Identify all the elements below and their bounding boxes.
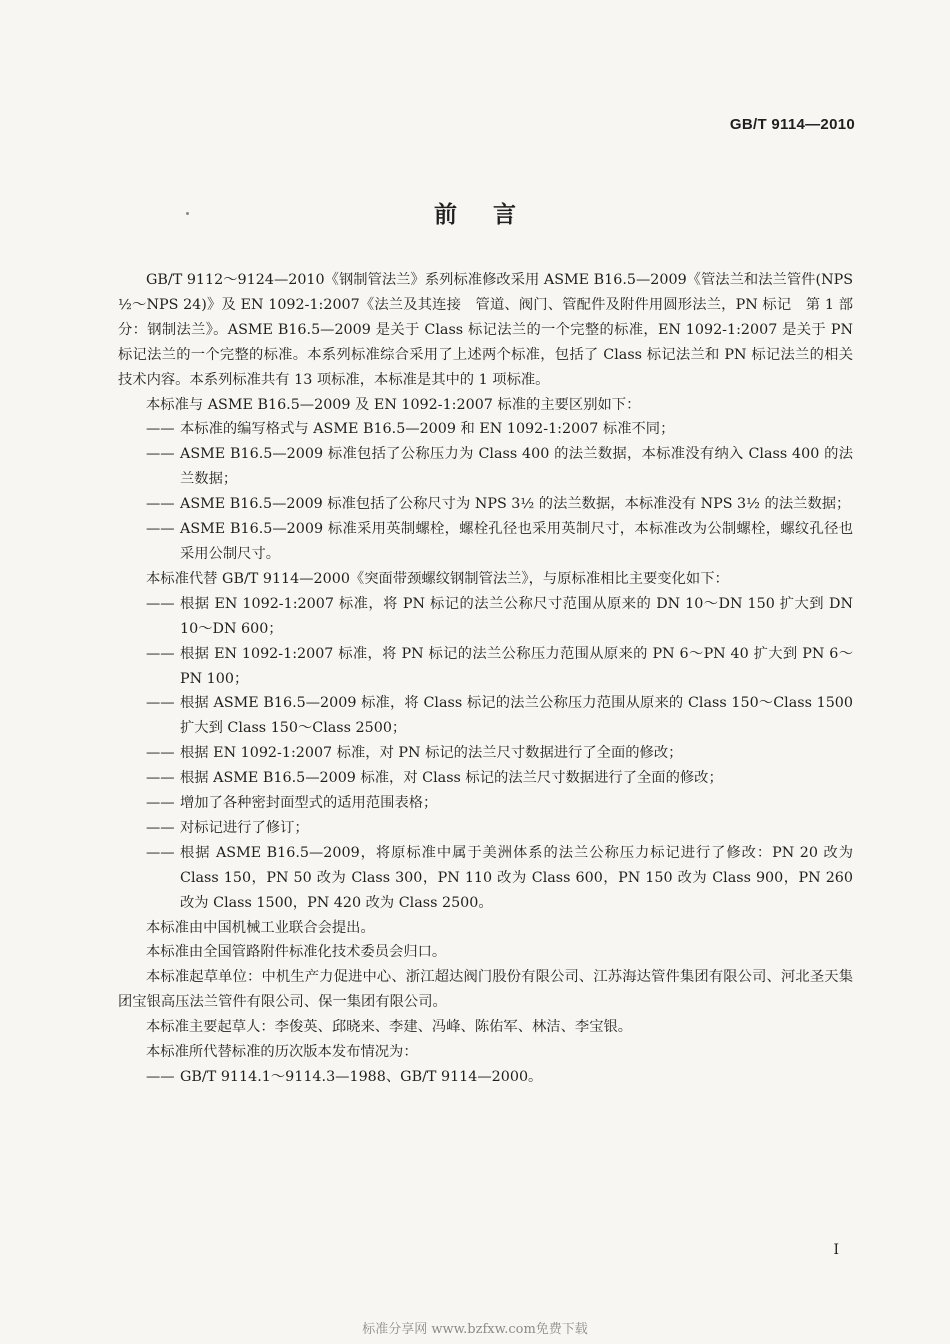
paragraph	[118, 1015, 853, 1040]
paragraph-text: 本标准起草单位：中机生产力促进中心、浙江超达阀门股份有限公司、江苏海达管件集团有限公司、河北圣天集团宝银高压法兰管件有限公司、保一集团有限公司。	[118, 969, 853, 1011]
paragraph-text: GB/T 9112～9124—2010《钢制管法兰》系列标准修改采用 ASME B16.5—2009《管法兰和法兰管件(NPS ½～NPS 24)》及 EN 1092-1:2007《法兰及其连接 管道、阀门、管配件及附件用圆形法兰，PN 标记 第 1 部分：钢制法兰》。ASME B16.5—2009 是关于 Class 标记法兰的一个完整的标准，EN 1092-1:2007 是关于 PN 标记法兰的一个完整的标准。本系列标准综合采用了上述两个标准，包括了 Class 标记法兰和 PN 标记法兰的相关技术内容。本系列标准共有 13 项标准，本标准是其中的 1 项标准。	[118, 272, 853, 388]
dash-marker: ——	[146, 421, 175, 438]
list-item	[118, 816, 853, 841]
paragraph	[118, 916, 853, 941]
paragraph-text: 增加了各种密封面型式的适用范围表格；	[180, 795, 438, 812]
dash-marker: ——	[146, 795, 175, 812]
paragraph-text: 本标准由中国机械工业联合会提出。	[146, 919, 375, 936]
paragraph-text: 本标准由全国管路附件标准化技术委员会归口。	[146, 944, 447, 961]
dash-marker: ——	[146, 770, 175, 787]
dash-marker: ——	[146, 695, 175, 712]
document-body	[118, 268, 853, 1090]
dash-marker: ——	[146, 1069, 175, 1085]
paragraph-text: 根据 EN 1092-1:2007 标准，将 PN 标记的法兰公称尺寸范围从原来的 DN 10～DN 150 扩大到 DN 10～DN 600；	[180, 595, 853, 637]
list-item	[118, 442, 853, 492]
standard-code: GB/T 9114—2010	[729, 116, 855, 133]
paragraph-text: ASME B16.5—2009 标准包括了公称尺寸为 NPS 3½ 的法兰数据，本标准没有 NPS 3½ 的法兰数据；	[180, 496, 851, 513]
paragraph-text: 根据 ASME B16.5—2009，将原标准中属于美洲体系的法兰公称压力标记进行了修改：PN 20 改为 Class 150，PN 50 改为 Class 300，PN 110 改为 Class 600，PN 150 改为 Class 900，PN 260 改为 Class 1500，PN 420 改为 Class 2500。	[180, 844, 853, 911]
paragraph-text: 对标记进行了修订；	[180, 819, 309, 836]
paragraph-text: 根据 ASME B16.5—2009 标准，对 Class 标记的法兰尺寸数据进行了全面的修改；	[180, 770, 723, 787]
paragraph-text: 根据 EN 1092-1:2007 标准，对 PN 标记的法兰尺寸数据进行了全面的修改；	[180, 745, 683, 762]
dash-marker: ——	[146, 745, 175, 762]
dash-marker: ——	[146, 496, 175, 513]
paragraph-text: 根据 EN 1092-1:2007 标准，将 PN 标记的法兰公称压力范围从原来的 PN 6～PN 40 扩大到 PN 6～PN 100；	[180, 645, 853, 687]
paragraph	[118, 567, 853, 592]
paragraph	[118, 393, 853, 418]
paragraph-text: 本标准与 ASME B16.5—2009 及 EN 1092-1:2007 标准的主要区别如下：	[146, 396, 641, 413]
list-item	[118, 741, 853, 766]
list-item	[118, 517, 853, 567]
paragraph-text: 本标准所代替标准的历次版本发布情况为：	[146, 1044, 418, 1061]
paragraph-text: 本标准主要起草人：李俊英、邱晓来、李建、冯峰、陈佑军、林洁、李宝银。	[146, 1019, 633, 1036]
paragraph-text: GB/T 9114.1～9114.3—1988、GB/T 9114—2000。	[180, 1069, 543, 1085]
page-title: 前言	[434, 202, 552, 228]
paragraph-text: ASME B16.5—2009 标准采用英制螺栓，螺栓孔径也采用英制尺寸，本标准改为公制螺栓，螺纹孔径也采用公制尺寸。	[180, 521, 853, 562]
list-item	[118, 1065, 853, 1090]
list-item	[118, 791, 853, 816]
list-item	[118, 642, 853, 692]
list-item	[118, 691, 853, 741]
page-number: I	[833, 1242, 839, 1258]
paragraph	[118, 1040, 853, 1065]
paragraph	[118, 940, 853, 965]
dash-marker: ——	[146, 819, 175, 836]
list-item	[118, 492, 853, 517]
paragraph-text: 本标准代替 GB/T 9114—2000《突面带颈螺纹钢制管法兰》，与原标准相比主要变化如下：	[146, 570, 729, 587]
paragraph-text: 本标准的编写格式与 ASME B16.5—2009 和 EN 1092-1:2007 标准不同；	[180, 421, 675, 438]
paragraph	[118, 268, 853, 393]
list-item	[118, 841, 853, 916]
dash-marker: ——	[146, 446, 175, 463]
paragraph-text: 根据 ASME B16.5—2009 标准，将 Class 标记的法兰公称压力范围从原来的 Class 150～Class 1500 扩大到 Class 150～Class 2500；	[180, 695, 853, 737]
watermark-footer: 标准分享网 www.bzfxw.com免费下载	[362, 1322, 588, 1337]
dash-marker: ——	[146, 595, 175, 612]
dash-marker: ——	[146, 844, 175, 861]
list-item	[118, 766, 853, 791]
list-item	[118, 417, 853, 442]
paragraph	[118, 965, 853, 1015]
list-item	[118, 592, 853, 642]
dash-marker: ——	[146, 645, 175, 662]
paragraph-text: ASME B16.5—2009 标准包括了公称压力为 Class 400 的法兰数据，本标准没有纳入 Class 400 的法兰数据；	[180, 446, 853, 488]
dash-marker: ——	[146, 521, 175, 538]
